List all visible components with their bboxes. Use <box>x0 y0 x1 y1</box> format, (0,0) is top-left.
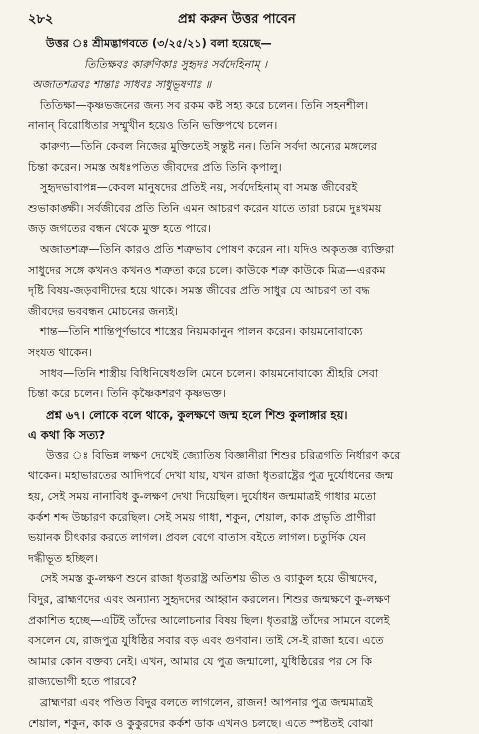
text-line: শেয়াল, শকুন, কাক ও কুকুরদের কর্কশ ডাক এখনও চলছে। এতে স্পষ্টতই বোঝা <box>28 716 374 730</box>
answer-line: উত্তর ঃ বিভিন্ন লক্ষণ দেখেই জ্যোতিষ বিজ্ঞানীরা শিশুর চরিত্রগতি নির্ধারণ করে <box>46 448 401 462</box>
text-line: শুভাকাঙ্ক্ষী। সর্বজীবের প্রতি তিনি এমন আচরণ করেন যাতে তারা চরমে দুঃখময় <box>28 201 382 215</box>
text-line: কারুণ্য—তিনি কেবল নিজের মুক্তিতেই সন্তুষ্ট নন। তিনি সর্বদা অন্যের মঙ্গলের <box>40 139 378 153</box>
text-line: চিন্তা করেন। সমস্ত অধঃপতিত জীবদের প্রতি তিনি কৃপালু। <box>28 160 282 174</box>
verse-line: অজাতশত্রবঃ শান্তাঃ সাধবঃ সাধুভূষণাঃ ॥ <box>32 78 212 92</box>
text-line: সুহৃদভাবাপন্ন—কেবল মানুষদের প্রতিই নয়, সর্বদেহিনাম্ বা সমস্ত জীবেরই <box>40 181 358 195</box>
answer-intro-line: উত্তর ঃ শ্রীমদ্ভাগবতে (৩/২৫/২১) বলা হয়েছে— <box>46 37 272 50</box>
text-line: রাজ্যভোগী হতে পারবে? <box>28 675 137 689</box>
text-line: সাধুদের সঙ্গে কখনও কখনও শত্রুতা করে চলে। কাউকে শত্রু কাউকে মিত্র—এরকম <box>28 263 386 277</box>
text-line: ভয়ানক চীৎকার করতে লাগল। প্রবল বেগে বাতাস বইতে লাগল। চতুর্দিক যেন <box>28 531 366 545</box>
body-text <box>28 34 459 734</box>
text-line: অজাতশত্রু—তিনি কারও প্রতি শত্রুভাব পোষণ করেন না। যদিও অকৃতজ্ঞ ব্যক্তিরা <box>40 242 395 256</box>
text-line: প্রকাশিত হচ্ছে—এটিই তাঁদের আলোচনার বিষয় ছিল। ধৃতরাষ্ট্র তাঁদের সামনে বলেই <box>28 613 390 627</box>
text-line: দগ্ধীভূত হচ্ছিল। <box>28 551 98 565</box>
verse-line: তিতিক্ষবঃ কারুণিকাঃ সুহৃদঃ সর্বদেহিনাম্ । <box>84 57 268 71</box>
text-line: দৃষ্টি বিষয়-জড়বাদীদের হয়ে থাকে। সমস্ত জীবের প্রতি সাধুর যে আচরণ তা বদ্ধ <box>28 284 370 298</box>
text-line: নানান্ বিরোধিতার সম্মুখীন হয়েও তিনি ভক্তিপথে চলেন। <box>28 119 278 133</box>
text-line: সাধব—তিনি শাস্ত্রীয় বিধিনিষেধগুলি মেনে চলেন। কায়মনোবাক্যে শ্রীহরি সেবা <box>40 366 379 380</box>
text-line: আমার কোন বক্তব্য নেই। এখন, আমার যে পুত্র জন্মালো, যুধিষ্ঠিরের পর সে কি <box>28 654 373 668</box>
text-line: বসলেন যে, রাজপুত্র যুধিষ্ঠির সবার বড় এবং গুণবান। তাই সে-ই রাজা হবে। এতে <box>28 634 384 648</box>
text-line: সংযত থাকেন। <box>28 345 93 359</box>
text-line: ব্রাহ্মণরা এবং পণ্ডিত বিদুর বলতে লাগলেন, রাজন! আপনার পুত্র জন্মমাত্রই <box>40 696 373 709</box>
question-heading: এ কথা কি সত্য? <box>28 428 106 443</box>
text-line: তিতিক্ষা—কৃষ্ণভজনের জন্য সব রকম কষ্ট সহ্য করে চলেন। তিনি সহনশীল। <box>40 98 369 112</box>
text-line: থাকেন। মহাভারতের আদিপর্বে দেখা যায়, যখন রাজা ধৃতরাষ্ট্রের পুত্র দুর্যোধনের জন্ম <box>28 469 394 483</box>
page-number: ২৮২ <box>28 12 54 27</box>
text-line: কর্কশ শব্দ উচ্চারণ করেছিল। সেই সময় গাধা, শকুন, শেয়াল, কাক প্রভৃতি প্রাণীরা <box>28 510 376 524</box>
page-header <box>28 10 459 34</box>
text-line: চিন্তা করে চলেন। তিনি কৃষ্ণৈকশরণ কৃষ্ণভক্ত। <box>28 387 226 401</box>
text-line: জীবদের ভববন্ধন মোচনের জন্যই। <box>28 304 179 318</box>
text-line: শান্ত—তিনি শান্তিপূর্ণভাবে শাস্ত্রের নিয়মকানুন পালন করেন। কায়মনোবাক্যে <box>40 325 363 339</box>
text-line: সেই সমস্ত কু-লক্ষণ শুনে রাজা ধৃতরাষ্ট্র অতিশয় ভীত ও ব্যাকুল হয়ে ভীষ্মদেব, <box>40 572 378 586</box>
running-title: প্রশ্ন করুন উত্তর পাবেন <box>178 12 296 27</box>
text-line: জড় জগতের বন্ধন থেকে মুক্ত হতে পারে। <box>28 222 211 236</box>
text-line: হয়, সেই সময় নানাবিধ কু-লক্ষণ দেখা দিয়েছিল। দুর্যোধন জন্মমাত্রই গাধার মতো <box>28 490 377 504</box>
question-heading: প্রশ্ন ৬৭। লোকে বলে থাকে, কুলক্ষণে জন্ম হলে শিশু কুলাঙ্গার হয়। <box>46 407 348 422</box>
text-line: বিদুর, ব্রাহ্মণদের এবং অন্যান্য সুহৃদদের আহ্বান করলেন। শিশুর জন্মক্ষণে কু-লক্ষণ <box>28 593 391 607</box>
